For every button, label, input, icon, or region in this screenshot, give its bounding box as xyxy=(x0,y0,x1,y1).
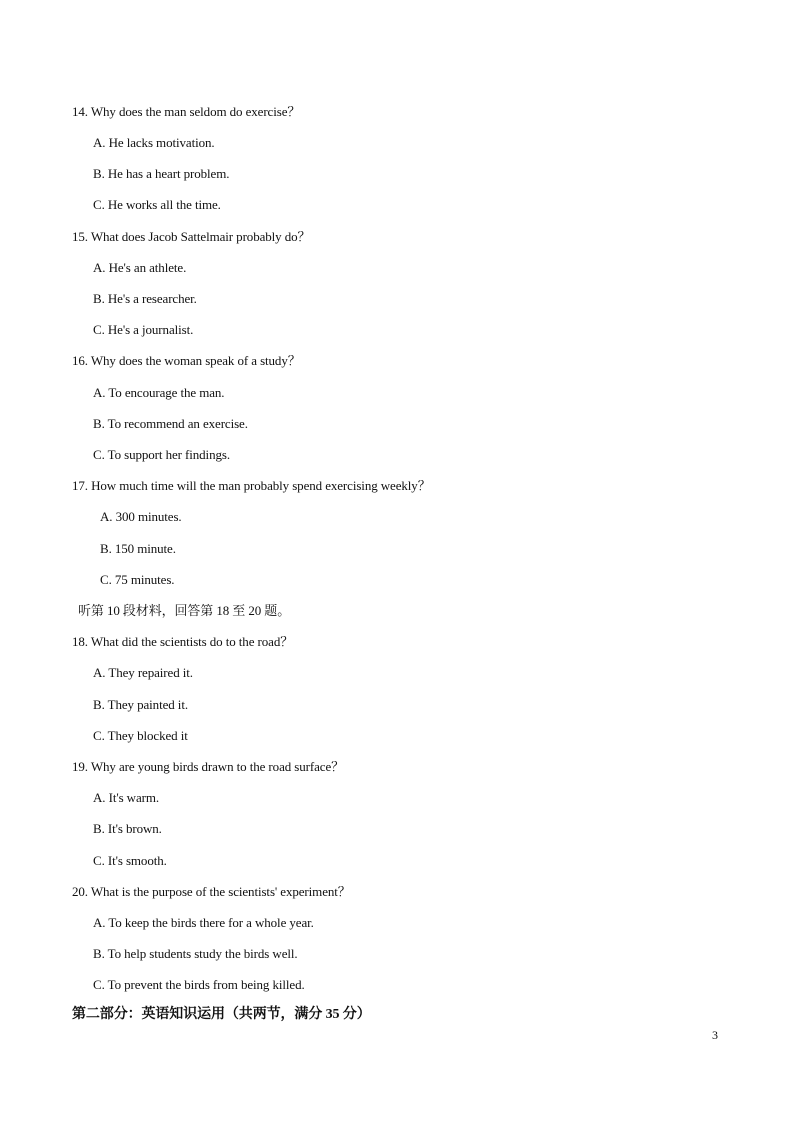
option-20a: A. To keep the birds there for a whole year. xyxy=(93,915,314,930)
section-instruction: 听第 10 段材料，回答第 18 至 20 题。 xyxy=(78,603,291,618)
option-19c: C. It's smooth. xyxy=(93,853,167,868)
question-16: 16. Why does the woman speak of a study？ xyxy=(72,353,301,368)
option-16b: B. To recommend an exercise. xyxy=(93,416,248,431)
option-15c: C. He's a journalist. xyxy=(93,322,194,337)
question-17: 17. How much time will the man probably spend exercising weekly？ xyxy=(72,478,431,493)
option-19b: B. It's brown. xyxy=(93,821,162,836)
option-18c: C. They blocked it xyxy=(93,728,188,743)
question-14: 14. Why does the man seldom do exercise？ xyxy=(72,104,301,119)
option-17b: B. 150 minute. xyxy=(100,541,176,556)
question-15: 15. What does Jacob Sattelmair probably do？ xyxy=(72,229,311,244)
option-17a: A. 300 minutes. xyxy=(100,509,182,524)
part-two-heading: 第二部分：英语知识运用（共两节，满分 35 分） xyxy=(72,1007,371,1022)
option-17c: C. 75 minutes. xyxy=(100,572,175,587)
option-15a: A. He's an athlete. xyxy=(93,260,187,275)
question-19: 19. Why are young birds drawn to the road surface？ xyxy=(72,759,345,774)
option-14a: A. He lacks motivation. xyxy=(93,135,215,150)
option-18a: A. They repaired it. xyxy=(93,665,193,680)
option-20c: C. To prevent the birds from being killed. xyxy=(93,977,305,992)
question-20: 20. What is the purpose of the scientists' experiment？ xyxy=(72,884,351,899)
option-14b: B. He has a heart problem. xyxy=(93,166,230,181)
option-19a: A. It's warm. xyxy=(93,790,160,805)
option-18b: B. They painted it. xyxy=(93,697,188,712)
option-20b: B. To help students study the birds well. xyxy=(93,946,298,961)
option-14c: C. He works all the time. xyxy=(93,197,221,212)
option-16a: A. To encourage the man. xyxy=(93,385,225,400)
option-16c: C. To support her findings. xyxy=(93,447,230,462)
question-18: 18. What did the scientists do to the road？ xyxy=(72,634,294,649)
option-15b: B. He's a researcher. xyxy=(93,291,197,306)
page-number: 3 xyxy=(712,1028,718,1042)
